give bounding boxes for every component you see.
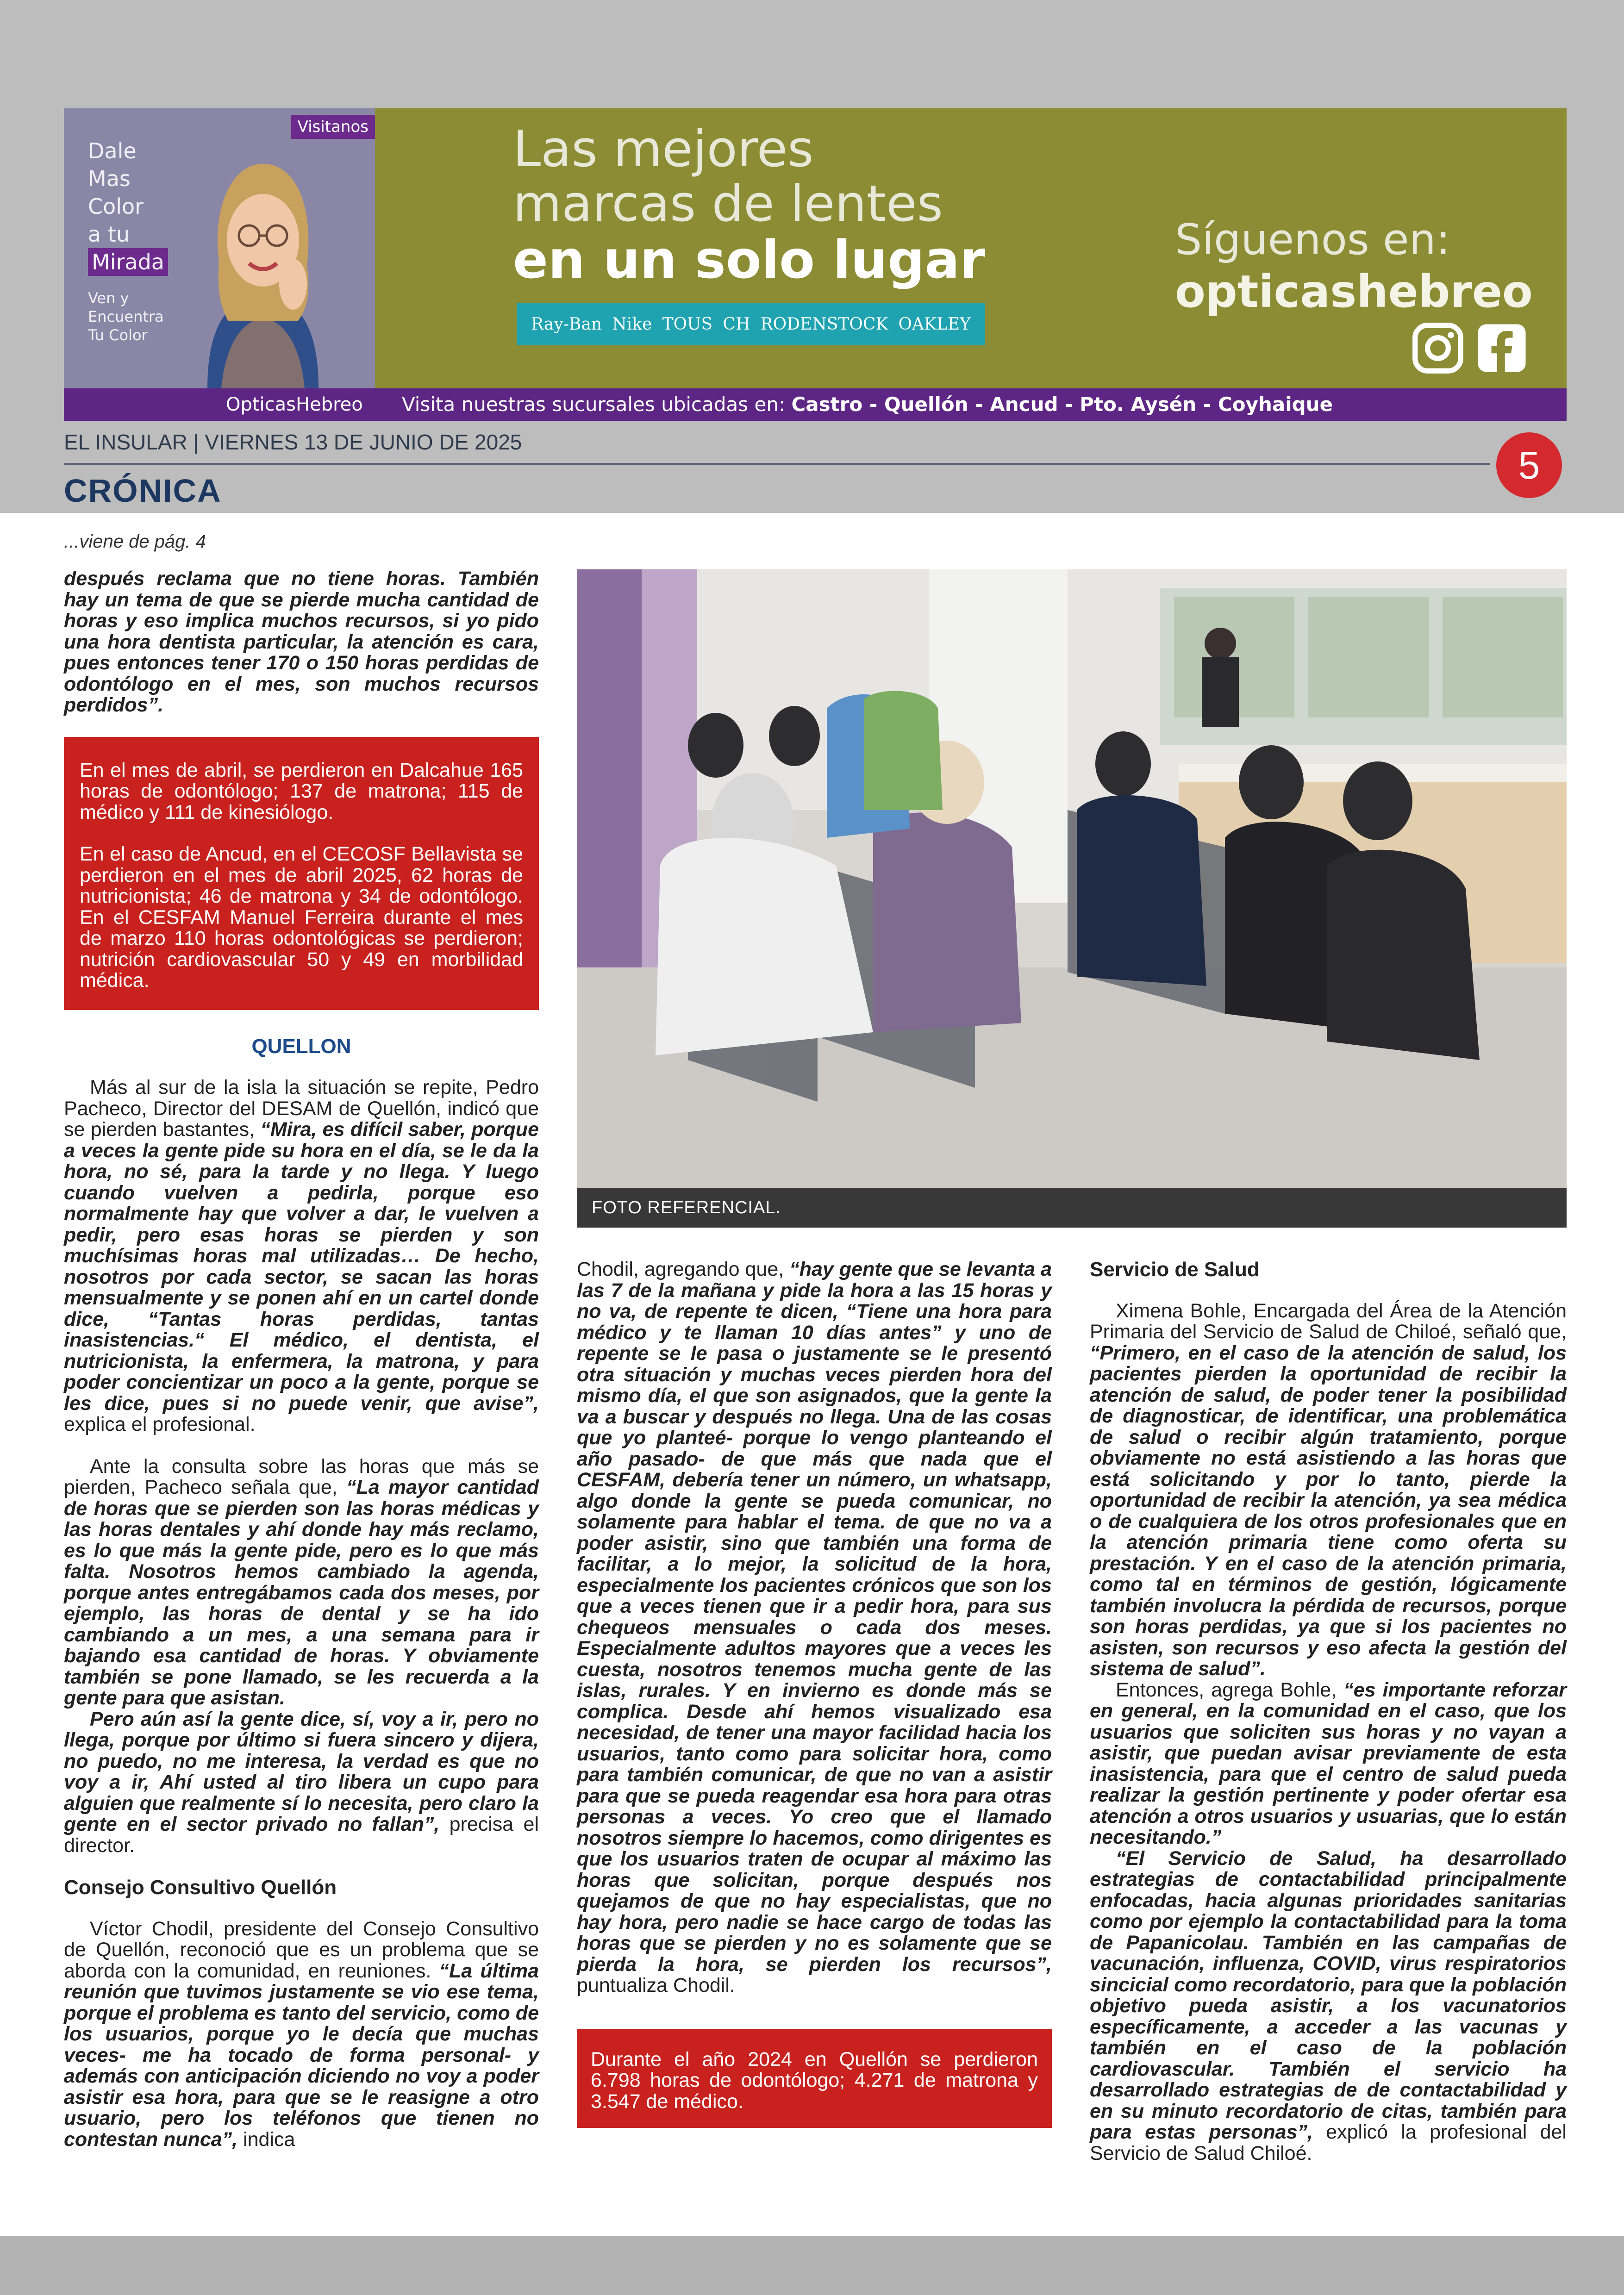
brand-logo: OAKLEY [898, 314, 971, 334]
smiling-woman-portrait [180, 145, 346, 388]
brand-logo: Nike [612, 314, 652, 334]
ad-photo-panel [64, 108, 375, 388]
ad-subslogan: Ven y Encuentra Tu Color [88, 289, 164, 344]
social-icons [1412, 322, 1528, 374]
paragraph: Víctor Chodil, presidente del Consejo Consultivo de Quellón, reconoció que es un problema que se aborda con la comunidad, en reuniones. “La última reunión que tuvimos justamente se vio ese tema, porque el problema es tanto del servicio, como de los usuarios, porque yo le decía que muchas veces- me ha tocado de forma personal- y además con anticipación diciendo no voy a poder asistir esa hora, para que se le reasigne a otro usuario, pero los teléfonos que tienen no contestan nunca”, indica [64, 1917, 539, 2151]
waiting-room-illustration [577, 569, 1567, 1228]
waiting-room-photo [577, 569, 1567, 1228]
paragraph: “El Servicio de Salud, ha desarrollado estrategias de contactabilidad principalmente enfocadas, hacia algunas prioridades sanitarias como por ejemplo la contactabilidad para la toma de Papanicolau. También en las campañas de vacunación, influenza, COVID, virus respiratorios sincicial como recordatorio, para que la población objetivo pueda asistir, a los vacunatorios específicamente, a acceder a las vacunas y también en el caso de la población cardiovascular. También el servicio ha desarrollado estrategias de de contactabilidad y en su minuto recordatorio de citas, también para para estas personas”, explicó la profesional del Servicio de Salud Chiloé. [1090, 1847, 1567, 2164]
ad-bottom-strip [64, 388, 1567, 421]
follow-us-label: Síguenos en: [1175, 215, 1450, 264]
brand-logo: CH [723, 314, 750, 334]
stats-paragraph: Durante el año 2024 en Quellón se perdieron 6.798 horas de odontólogo; 4.271 de matrona y 3.547 de médico. [591, 2048, 1038, 2113]
header-rule [64, 463, 1490, 465]
paragraph: Ximena Bohle, Encargada del Área de la Atención Primaria del Servicio de Salud de Chiloé, señaló que, “Primero, en el caso de la atención de salud, los pacientes pierden la oportunidad de recibir la atención de salud, de poder tener la posibilidad de diagnosticar, de identificar, una problemática de salud o recibir algún tratamiento, porque obviamente no está asistiendo a las horas que está solicitando y por lo tanto, pierde la oportunidad de recibir la atención, ya sea médica o de cualquiera de los otros profesionales que en la atención primaria tiene como oferta su prestación. Y en el caso de la atención primaria, como tal en términos de gestión, lógicamente también involucra la pérdida de recursos, porque son horas perdidas, ya que si los pacientes no asisten, son recursos y eso afecta la gestión del sistema de salud”. [1090, 1299, 1567, 1680]
ad-slogan: Dale Mas Color a tu Mirada [88, 137, 168, 276]
paragraph: Pero aún así la gente dice, sí, voy a ir, pero no llega, porque por último si fuera sincero y dijera, no puedo, no me interesa, la verdad es que no voy a ir, Ahí usted al tiro libera un cupo para alguien que realmente sí lo necesita, pero claro la gente en el sector privado no fallan”, precisa el director. [64, 1708, 539, 1857]
facebook-icon [1476, 322, 1528, 374]
brand-logo: Ray-Ban [531, 314, 602, 334]
optics-logo: OpticasHebreo [226, 394, 363, 415]
stats-paragraph: En el mes de abril, se perdieron en Dalcahue 165 horas de odontólogo; 137 de matrona; 115 de médico y 111 de kinesiólogo. [80, 759, 523, 823]
article-column-2 [577, 1259, 1052, 2128]
photo-caption: FOTO REFERENCIAL. [577, 1188, 1567, 1228]
ad-headline-line-3: en un solo lugar [513, 230, 986, 290]
stats-paragraph: En el caso de Ancud, en el CECOSF Bellavista se perdieron en el mes de abril 2025, 62 horas de nutricionista; 46 de matrona y 34 de odontólogo. En el CESFAM Manuel Ferreira durante el mes de marzo 110 horas odontológicas se perdieron; nutrición cardiovascular 50 y 49 en morbilidad médica. [80, 843, 523, 992]
brand-logo: RODENSTOCK [760, 314, 888, 334]
paragraph: Ante la consulta sobre las horas que más se pierden, Pacheco señala que, “La mayor cantidad de horas que se pierden son las horas médicas y las horas dentales y ahí donde hay más reclamo, es lo que más la gente pide, pero es lo que más falta. Nosotros hemos cambiado la agenda, porque antes entregábamos cada dos meses, por ejemplo, las horas de dental y se ha ido cambiando a un mes, a una semana para ir bajando esa cantidad de horas. Y obviamente también se pone llamado, se les recuerda a la gente para que asistan. [64, 1455, 539, 1709]
paragraph: Entonces, agrega Bohle, “es importante reforzar en general, en la comunidad en el caso, que los usuarios que soliciten sus horas y no vayan a asistir, que puedan avisar previamente de esta inasistencia, para que el centro de salud pueda realizar la gestión pertinente y poder ofertar esa atención a otros usuarios y usuarias, que lo están necesitando.” [1090, 1678, 1567, 1848]
branches-text: Visita nuestras sucursales ubicadas en: Castro - Quellón - Ancud - Pto. Aysén - Coyhaique [402, 393, 1333, 416]
brand-logos-strip [517, 303, 985, 345]
ad-headline-line-2: marcas de lentes [513, 175, 943, 233]
stats-box-dalcahue-ancud [64, 737, 539, 1010]
instagram-icon [1412, 322, 1464, 374]
paragraph: Más al sur de la isla la situación se repite, Pedro Pacheco, Director del DESAM de Quellón, indicó que se pierden bastantes, “Mira, es difícil saber, porque a veces la gente pide su hora en el día, se le da la hora, no sé, para la tarde y no llega. Y luego cuando vuelven a pedirla, porque eso normalmente hay que volver a dar, le vuelven a pedir, pero esas horas se pierden y son muchísimas horas mal utilizadas… De hecho, nosotros por cada sector, se sacan las horas mensualmente y se ponen ahí en un cartel donde dice, “Tantas horas perdidas, tantas inasistencias.“ El médico, el dentista, el nutricionista, la enfermera, la matrona, y para poder concientizar un poco a la gente, porque se les dice, pues si no puede venir, que avise”, explica el profesional. [64, 1076, 539, 1435]
optics-advertisement [64, 108, 1567, 421]
section-title: CRÓNICA [64, 473, 222, 509]
article-column-3 [1090, 1259, 1567, 2164]
subheading-consejo: Consejo Consultivo Quellón [64, 1876, 337, 1899]
stats-box-quellon-2024 [577, 2029, 1052, 2128]
continued-from: ...viene de pág. 4 [64, 531, 206, 552]
folio-line: EL INSULAR | VIERNES 13 DE JUNIO DE 2025 [64, 430, 522, 454]
paragraph: después reclama que no tiene horas. También hay un tema de que se pierde mucha cantidad de horas y eso implica muchos recursos, si yo pido una hora dentista particular, la atención es cara, pues entonces tener 170 o 150 horas perdidas de odontólogo en el mes, son muchos recursos perdidos”. [64, 568, 539, 716]
social-handle: opticashebreo [1175, 266, 1533, 318]
paragraph: Chodil, agregando que, “hay gente que se levanta a las 7 de la mañana y pide la hora a las 15 horas y no va, de repente te dicen, “Tiene una hora para médico y te llaman 10 días antes” y uno de repente se le pasa o justamente se le presentó otra situación y muchas veces pierden hora del mismo día, el que son asignados, que la gente la va a buscar y después no llega. Una de las cosas que yo planteé- porque lo vengo planteando el año pasado- de que más que nada que el CESFAM, debería tener un número, un whatsapp, algo donde la gente se pueda comunicar, no solamente para hablar el tema. de que no va a poder asistir, sino que también una forma de facilitar, a lo mejor, la solicitud de la hora, especialmente los pacientes crónicos que son los que a veces tienen que ir a pedir hora, para sus chequeos mensuales o cada dos meses. Especialmente adultos mayores que a veces les cuesta, nosotros tenemos mucha gente de las islas, rurales. Y en invierno es donde más se complica. Desde ahí hemos visualizado esa necesidad, de tener una mayor facilidad hacia los usuarios, tanto como para solicitar hora, como para también comunicar, de que no van a asistir para que se pueda reagendar esa hora para otras personas a veces. Yo creo que el llamado nosotros siempre lo hacemos, como dirigentes es que los usuarios traten de ocupar al máximo las horas que solicitan, porque después nos quejamos de que no hay especialistas, que no hay hora, pero nadie se hace cargo de todas las horas que se pierden y no es solamente que se pierda la hora, se pierden los recursos”, puntualiza Chodil. [577, 1258, 1052, 1996]
subheading-servicio-salud: Servicio de Salud [1090, 1258, 1260, 1281]
ad-headline-line-1: Las mejores [513, 120, 814, 178]
article-column-1 [64, 568, 539, 2171]
brand-logo: TOUS [662, 314, 713, 334]
page-number: 5 [1496, 432, 1562, 498]
subheading-quellon: QUELLON [251, 1035, 351, 1058]
visitanos-tag: Visitanos [291, 115, 375, 139]
